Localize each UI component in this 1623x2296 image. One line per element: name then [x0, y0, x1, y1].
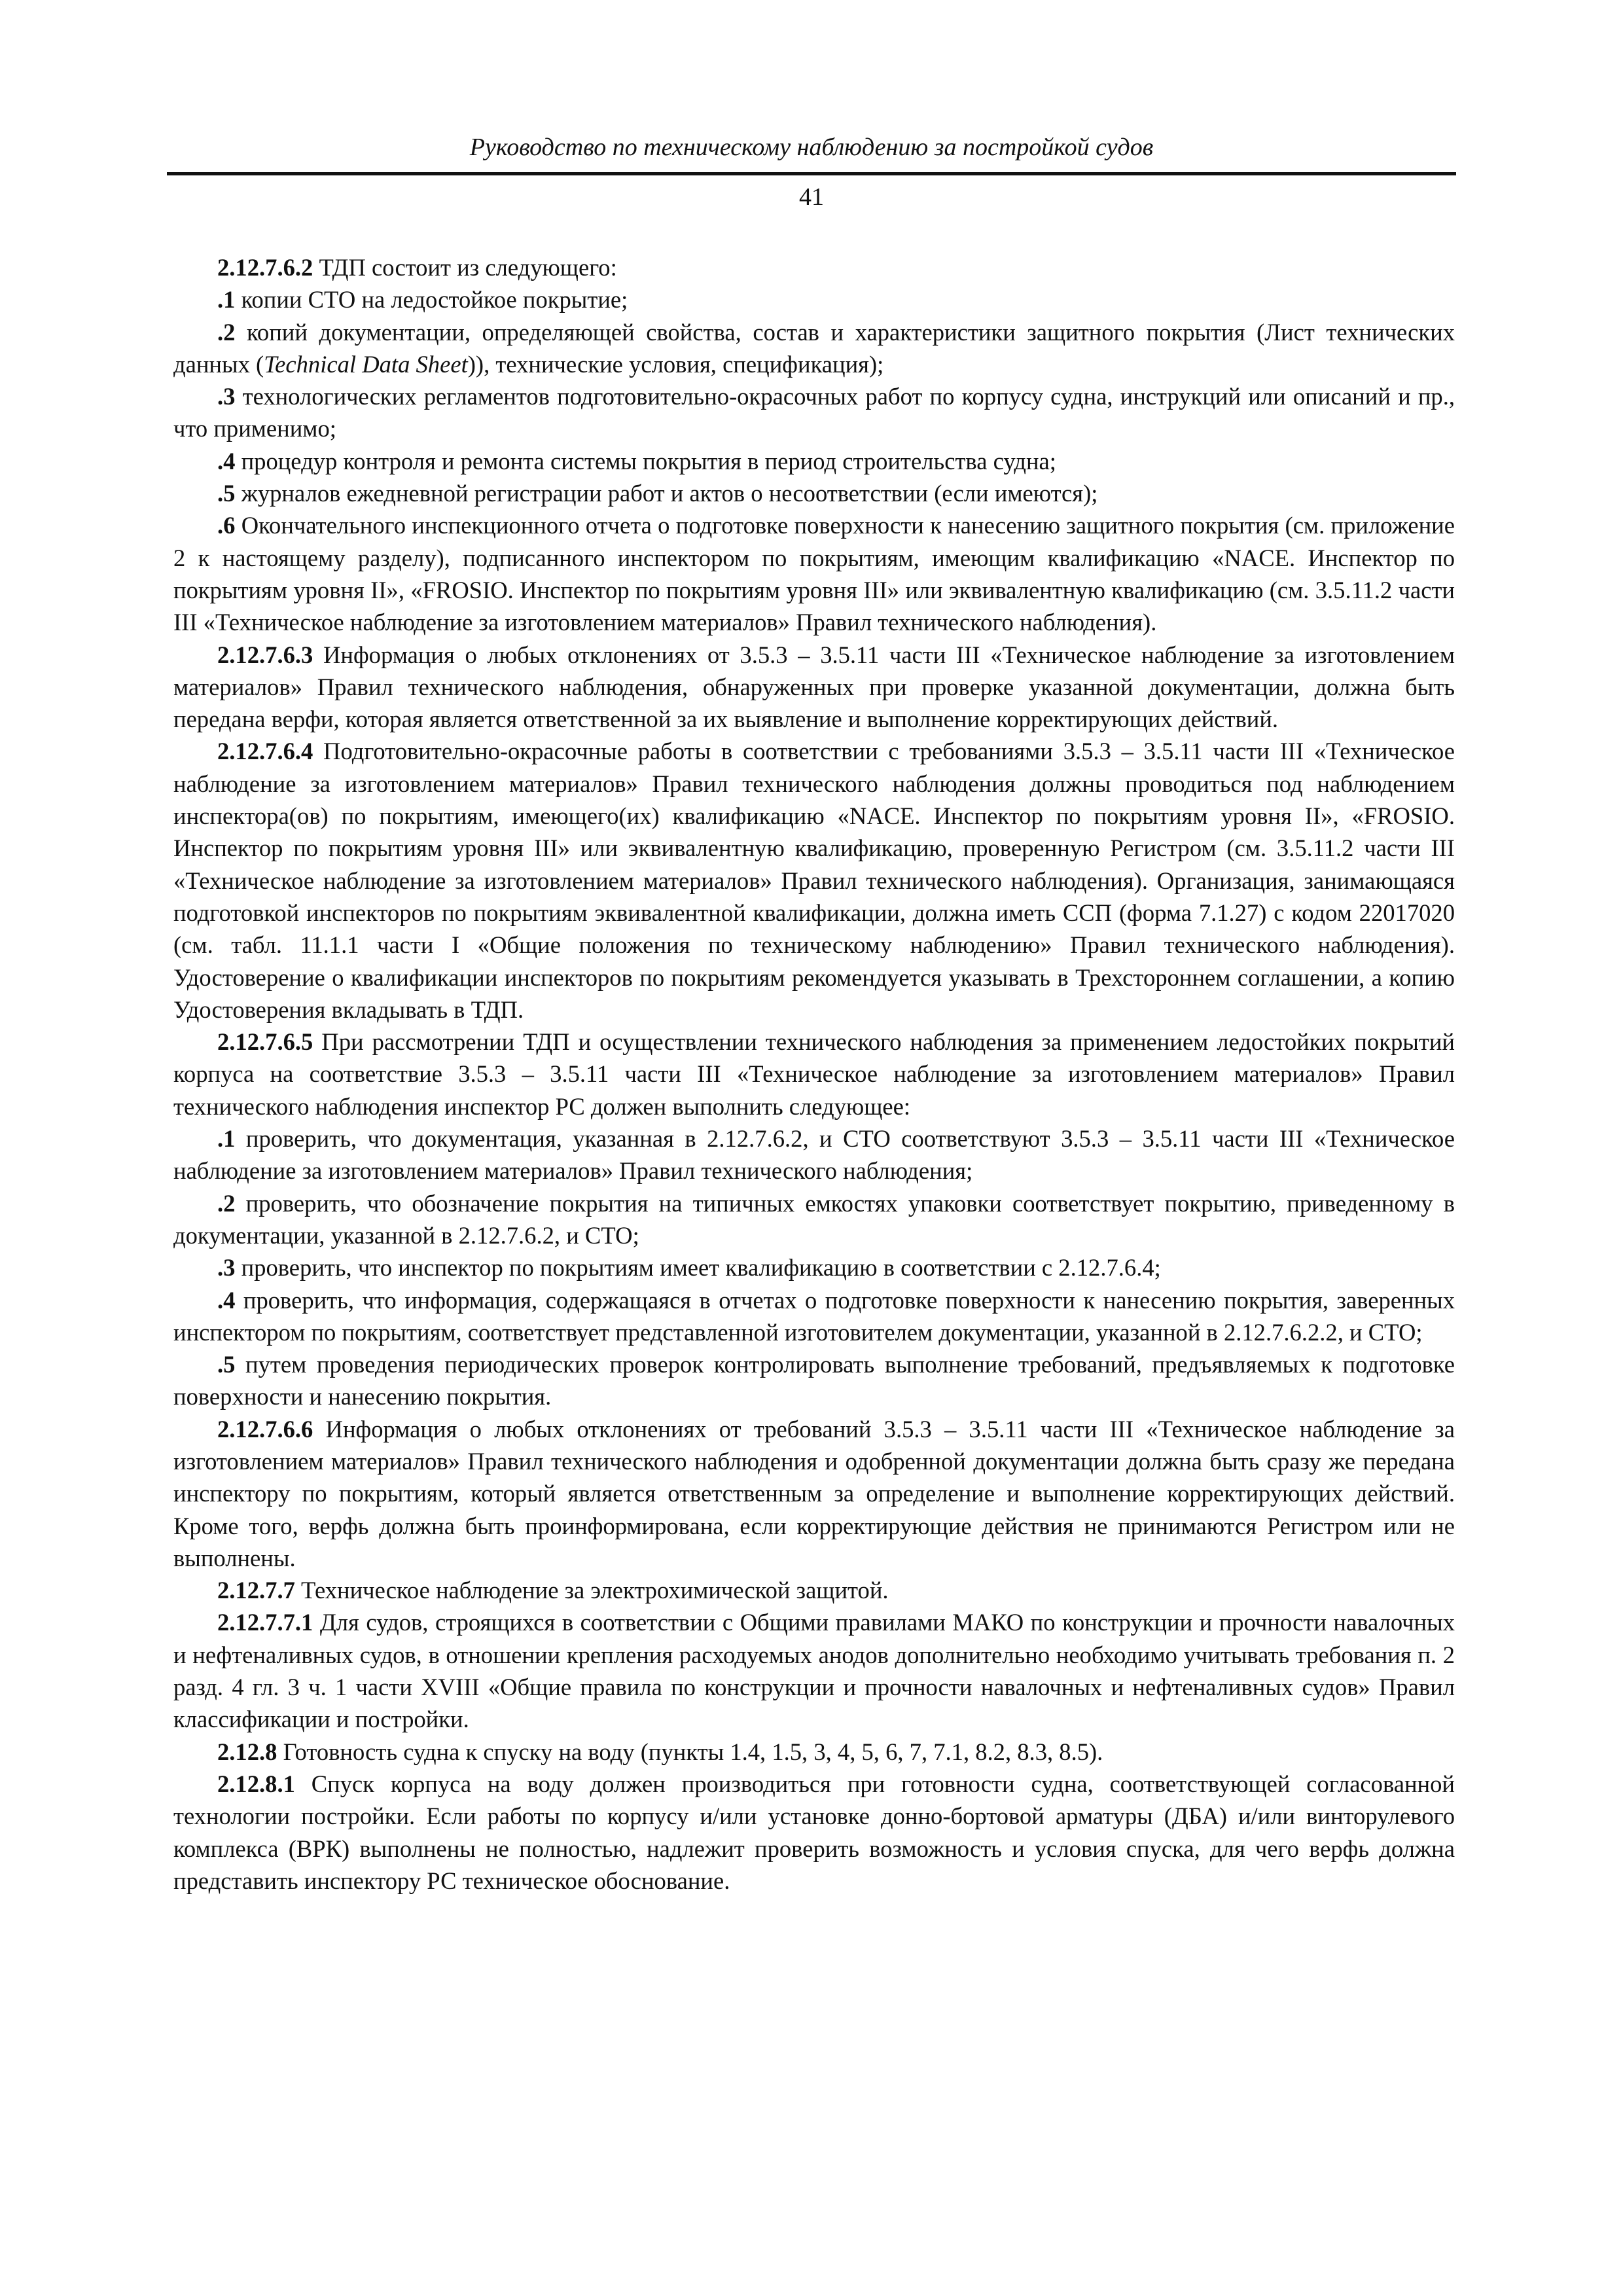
paragraph-text: путем проведения периодических проверок контролировать выполнение требований, предъявляемых к подготовке поверхности и нанесению покрытия.	[173, 1351, 1455, 1410]
paragraph-text: Для судов, строящихся в соответствии с Общими правилами МАКО по конструкции и прочности навалочных и нефтеналивных судов, в отношении крепления расходуемых анодов дополнительно необходимо учитывать требования п. 2 разд. 4 гл. 3 ч. 1 части XVIII «Общие правила по конструкции и прочности навалочных и нефтеналивных судов» Правил классификации и постройки.	[173, 1609, 1455, 1733]
list-item	[173, 283, 1455, 315]
paragraph-text: Подготовительно-окрасочные работы в соответствии с требованиями 3.5.3 – 3.5.11 части III «Техническое наблюдение за изготовлением материалов» Правил технического наблюдения должны проводиться под наблюдением инспектора(ов) по покрытиям, имеющего(их) квалификацию «NACE. Инспектор по покрытиям уровня II», «FROSIO. Инспектор по покрытиям уровня III» или эквивалентную квалификацию, проверенную Регистром (см. 3.5.11.2 части III «Техническое наблюдение за изготовлением материалов» Правил технического наблюдения). Организация, занимающаяся подготовкой инспекторов по покрытиям эквивалентной квалификации, должна иметь ССП (форма 7.1.27) с кодом 22017020 (см. табл. 11.1.1 части I «Общие положения по техническому наблюдению» Правил технического наблюдения). Удостоверение о квалификации инспекторов по покрытиям рекомендуется указывать в Трехстороннем соглашении, а копию Удостоверения вкладывать в ТДП.	[173, 738, 1455, 1023]
clause-number: 2.12.7.6.5	[217, 1028, 313, 1056]
clause-number: .4	[217, 447, 236, 475]
paragraph-text: процедур контроля и ремонта системы покрытия в период строительства судна;	[235, 447, 1056, 475]
paragraph-2-12-8-1	[173, 1768, 1455, 1897]
list-item	[173, 445, 1455, 477]
paragraph-2-12-7-6-2	[173, 251, 1455, 283]
paragraph-2-12-7-7	[173, 1574, 1455, 1606]
list-item	[173, 316, 1455, 381]
clause-number: .3	[217, 383, 236, 410]
paragraph-text: копии СТО на ледостойкое покрытие;	[235, 286, 628, 314]
paragraph-text: копий документации, определяющей свойства, состав и характеристики защитного покрытия (Лист технических данных (	[173, 318, 1455, 378]
paragraph-text: проверить, что документация, указанная в 2.12.7.6.2, и СТО соответствуют 3.5.3 – 3.5.11 части III «Техническое наблюдение за изготовлением материалов» Правил технического наблюдения;	[173, 1125, 1455, 1185]
list-item	[173, 1251, 1455, 1283]
clause-number: .5	[217, 1351, 236, 1378]
clause-number: 2.12.7.6.3	[217, 641, 313, 668]
paragraph-2-12-7-6-3	[173, 639, 1455, 736]
italic-term: Technical Data Sheet	[264, 350, 468, 378]
paragraph-text: Спуск корпуса на воду должен производиться при готовности судна, соответствующей согласованной технологии постройки. Если работы по корпусу и/или установке донно-бортовой арматуры (ДБА) и/или винторулевого комплекса (ВРК) выполнены не полностью, надлежит проверить возможность и условия спуска, для чего верфь должна представить инспектору РС техническое обоснование.	[173, 1770, 1455, 1894]
clause-number: 2.12.7.6.6	[217, 1415, 313, 1443]
clause-number: .5	[217, 480, 236, 507]
clause-number: .1	[217, 286, 236, 314]
clause-number: .2	[217, 318, 236, 346]
clause-number: 2.12.8.1	[217, 1770, 295, 1797]
list-item	[173, 509, 1455, 638]
paragraph-text: При рассмотрении ТДП и осуществлении технического наблюдения за применением ледостойких покрытий корпуса на соответствие 3.5.3 – 3.5.11 части III «Техническое наблюдение за изготовлением материалов» Правил технического наблюдения инспектор РС должен выполнить следующее:	[173, 1028, 1455, 1120]
paragraph-2-12-7-6-5	[173, 1026, 1455, 1122]
clause-number: 2.12.7.6.2	[217, 254, 313, 281]
paragraph-2-12-7-6-4	[173, 735, 1455, 1026]
clause-number: 2.12.7.7.1	[217, 1609, 313, 1636]
list-item	[173, 1122, 1455, 1187]
paragraph-text: проверить, что инспектор по покрытиям имеет квалификацию в соответствии с 2.12.7.6.4;	[235, 1254, 1161, 1282]
clause-number: .6	[217, 512, 236, 539]
clause-number: .4	[217, 1286, 236, 1314]
paragraph-text: Информация о любых отклонениях от требований 3.5.3 – 3.5.11 части III «Техническое наблюдение за изготовлением материалов» Правил технического наблюдения и одобренной документации должна быть сразу же передана инспектору по покрытиям, который является ответственным за определение и выполнение корректирующих действий. Кроме того, верфь должна быть проинформирована, если корректирующие действия не принимаются Регистром или не выполнены.	[173, 1415, 1455, 1571]
paragraph-2-12-7-6-6	[173, 1413, 1455, 1574]
clause-number: 2.12.8	[217, 1738, 277, 1765]
list-item	[173, 380, 1455, 445]
list-item	[173, 477, 1455, 509]
page-number: 41	[799, 183, 824, 211]
running-header: Руководство по техническому наблюдению за постройкой судов	[469, 134, 1154, 161]
paragraph-text: журналов ежедневной регистрации работ и актов о несоответствии (если имеются);	[235, 480, 1098, 507]
paragraph-text: Окончательного инспекционного отчета о подготовке поверхности к нанесению защитного покрытия (см. приложение 2 к настоящему разделу), подписанного инспектором по покрытиям, имеющим квалификацию «NACE. Инспектор по покрытиям уровня II», «FROSIO. Инспектор по покрытиям уровня III» или эквивалентную квалификацию (см. 3.5.11.2 части III «Техническое наблюдение за изготовлением материалов» Правил технического наблюдения).	[173, 512, 1455, 636]
paragraph-text: Информация о любых отклонениях от 3.5.3 – 3.5.11 части III «Техническое наблюдение за изготовлением материалов» Правил технического наблюдения, обнаруженных при проверке указанной документации, должна быть передана верфи, которая является ответственной за их выявление и выполнение корректирующих действий.	[173, 641, 1455, 733]
paragraph-text: технологических регламентов подготовительно-окрасочных работ по корпусу судна, инструкций или описаний и пр., что применимо;	[173, 383, 1455, 442]
list-item	[173, 1284, 1455, 1349]
list-item	[173, 1348, 1455, 1413]
paragraph-text: ТДП состоит из следующего:	[313, 254, 617, 281]
document-body	[173, 251, 1455, 1897]
paragraph-text: Готовность судна к спуску на воду (пункты 1.4, 1.5, 3, 4, 5, 6, 7, 7.1, 8.2, 8.3, 8.5).	[277, 1738, 1103, 1765]
list-item	[173, 1187, 1455, 1252]
paragraph-2-12-7-7-1	[173, 1606, 1455, 1735]
clause-number: .3	[217, 1254, 236, 1282]
clause-number: .2	[217, 1189, 236, 1217]
paragraph-text: проверить, что обозначение покрытия на типичных емкостях упаковки соответствует покрытию, приведенному в документации, указанной в 2.12.7.6.2, и СТО;	[173, 1189, 1455, 1249]
clause-number: 2.12.7.7	[217, 1577, 295, 1604]
paragraph-text: Техническое наблюдение за электрохимической защитой.	[294, 1577, 889, 1604]
header-rule	[167, 172, 1456, 175]
paragraph-2-12-8	[173, 1736, 1455, 1768]
clause-number: .1	[217, 1125, 236, 1153]
clause-number: 2.12.7.6.4	[217, 738, 313, 765]
paragraph-text: проверить, что информация, содержащаяся в отчетах о подготовке поверхности к нанесению покрытия, заверенных инспектором по покрытиям, соответствует представленной изготовителем документации, указанной в 2.12.7.6.2.2, и СТО;	[173, 1286, 1455, 1346]
paragraph-text: )), технические условия, спецификация);	[467, 350, 884, 378]
